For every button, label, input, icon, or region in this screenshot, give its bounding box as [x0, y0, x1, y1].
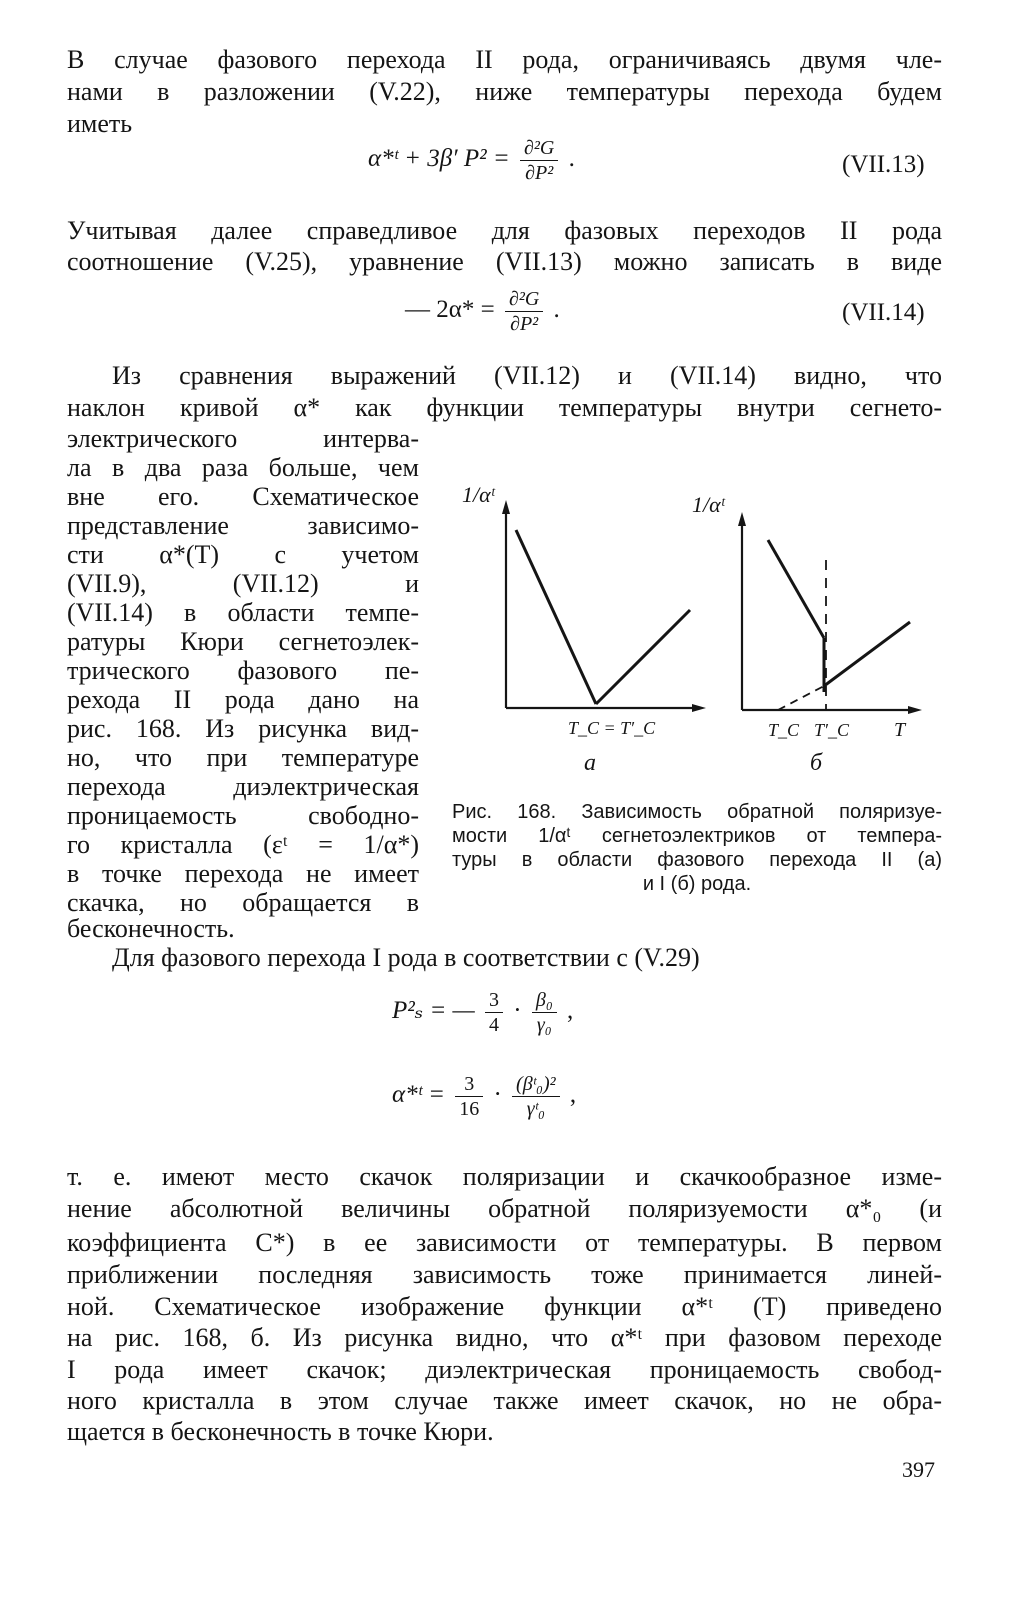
curve-below-tc [516, 530, 596, 704]
equation-tail: , [569, 1081, 577, 1109]
fraction-denominator: ∂P² [525, 162, 554, 184]
text-line: на рис. 168, б. Из рисунка видно, что α*ᵗ при фазовом переходе [67, 1323, 942, 1352]
figure-168 [450, 480, 950, 780]
fraction-numerator: ∂²G [505, 287, 543, 312]
text-line: наклон кривой α* как функции температуры внутри сегнето- [67, 393, 942, 422]
fraction-denominator: 4 [489, 1014, 500, 1036]
text-line: ла в два раза больше, чем [67, 453, 419, 482]
x-axis-label: T_C = T′_C [568, 718, 656, 738]
equation-left-side: α*ᵗ = [392, 1081, 445, 1109]
text-line: ного кристалла в этом случае также имеет скачок, но не обра- [67, 1386, 942, 1415]
equation-fraction [520, 136, 558, 185]
fraction-denominator: γ₀ [536, 1014, 552, 1036]
figure-panel-a [462, 482, 706, 776]
equation-fraction [512, 1072, 560, 1121]
text-line: рис. 168. Из рисунка вид- [67, 714, 419, 743]
fraction-denominator: γᵗ₀ [526, 1098, 545, 1120]
equation-number: (VII.14) [842, 299, 925, 326]
text-line: коэффициента C*) в ее зависимости от температуры. В первом [67, 1228, 942, 1257]
text-line: В случае фазового перехода II рода, ограничиваясь двумя чле- [67, 45, 942, 74]
equation-tail: . [568, 145, 575, 173]
figure-panel-b [692, 492, 922, 776]
text-line: электрического интерва- [67, 424, 419, 453]
text-line: но, что при температуре [67, 743, 419, 772]
text-line: (VII.9), (VII.12) и [67, 569, 419, 598]
figure-caption [452, 800, 942, 896]
equation-left-side: α*ᵗ + 3β′ P² = [368, 145, 510, 173]
text-line: ной. Схематическое изображение функции α*ᵗ (T) приведено [67, 1292, 942, 1321]
text-line: го кристалла (εᵗ = 1/α*) [67, 830, 419, 859]
text-line: (VII.14) в области темпе- [67, 598, 419, 627]
equation-tail: , [567, 997, 574, 1025]
text-line: иметь [67, 109, 133, 138]
fraction-denominator: ∂P² [510, 313, 539, 335]
fraction-denominator: 16 [459, 1098, 480, 1120]
text-line: трического фазового пе- [67, 656, 419, 685]
caption-line: Рис. 168. Зависимость обратной поляризуе- [452, 801, 942, 823]
curve-above-tc [596, 610, 690, 704]
curve-below-tc [768, 540, 824, 638]
equation-left-side: P²ₛ = — [392, 997, 475, 1025]
caption-line: мости 1/αᵗ сегнетоэлектриков от темпера- [452, 825, 942, 847]
text-line: Для фазового перехода I рода в соответствии с (V.29) [112, 943, 700, 972]
y-axis-arrow [738, 512, 746, 526]
fraction-numerator: (βᵗ₀)² [512, 1072, 560, 1097]
equation-fraction [485, 988, 503, 1037]
y-axis-label: 1/αᵗ [692, 492, 725, 517]
text-line: I рода имеет скачок; диэлектрическая проницаемость свобод- [67, 1355, 942, 1384]
x-axis-label-tc-prime: T′_C [814, 720, 849, 740]
equation-left-side: — 2α* = [405, 296, 495, 324]
equation-fraction [455, 1072, 483, 1121]
fraction-numerator: 3 [485, 988, 503, 1013]
text-line: в точке перехода не имеет [67, 859, 419, 888]
text-line: т. е. имеют место скачок поляризации и скачкообразное изме- [67, 1162, 942, 1191]
text-line: перехода диэлектрическая [67, 772, 419, 801]
text-line: бесконечность. [67, 914, 235, 943]
panel-label: б [810, 750, 823, 776]
caption-line: туры в области фазового перехода II (а) [452, 849, 942, 871]
text-line: приближении последняя зависимость тоже принимается линей- [67, 1260, 942, 1289]
curve-above-tc [824, 622, 910, 686]
fraction-numerator: β₀ [532, 988, 557, 1013]
x-axis-arrow [692, 704, 706, 712]
equation-tail: . [553, 296, 560, 324]
extrapolation-dashed [778, 686, 824, 710]
text-line: щается в бесконечность в точке Кюри. [67, 1417, 494, 1446]
text-line: нами в разложении (V.22), ниже температуры перехода будем [67, 77, 942, 106]
page-number: 397 [902, 1457, 935, 1482]
multiplication-dot: · [493, 1081, 502, 1109]
equation-alpha-star-t [392, 1072, 576, 1132]
panel-label: а [584, 750, 596, 776]
fraction-numerator: ∂²G [520, 136, 558, 161]
equation-vii-14 [405, 287, 560, 343]
x-axis-arrow [908, 706, 922, 714]
text-line: рехода II рода дано на [67, 685, 419, 714]
equation-fraction [532, 988, 557, 1037]
x-axis-label-t: T [894, 719, 906, 741]
equation-fraction [505, 287, 543, 336]
equation-vii-13 [368, 136, 575, 192]
text-line: соотношение (V.25), уравнение (VII.13) можно записать в виде [67, 247, 942, 276]
y-axis-label: 1/αᵗ [462, 482, 495, 507]
equation-ps-squared [392, 988, 573, 1044]
text-line: Из сравнения выражений (VII.12) и (VII.14) видно, что [112, 361, 942, 390]
text-line: скачка, но обращается в [67, 888, 419, 917]
text-line: Учитывая далее справедливое для фазовых переходов II рода [67, 216, 942, 245]
text-line: представление зависимо- [67, 511, 419, 540]
text-line: проницаемость свободно- [67, 801, 419, 830]
text-line: ратуры Кюри сегнетоэлек- [67, 627, 419, 656]
fraction-numerator: 3 [455, 1072, 483, 1097]
y-axis-arrow [502, 500, 510, 514]
equation-number: (VII.13) [842, 151, 925, 178]
text-line: нение абсолютной величины обратной поляризуемости α*₀ (и [67, 1194, 942, 1223]
text-line: вне его. Схематическое [67, 482, 419, 511]
x-axis-label-tc: T_C [768, 720, 800, 740]
text-line: сти α*(T) с учетом [67, 540, 419, 569]
caption-line: и I (б) рода. [642, 873, 752, 895]
multiplication-dot: · [513, 997, 522, 1025]
